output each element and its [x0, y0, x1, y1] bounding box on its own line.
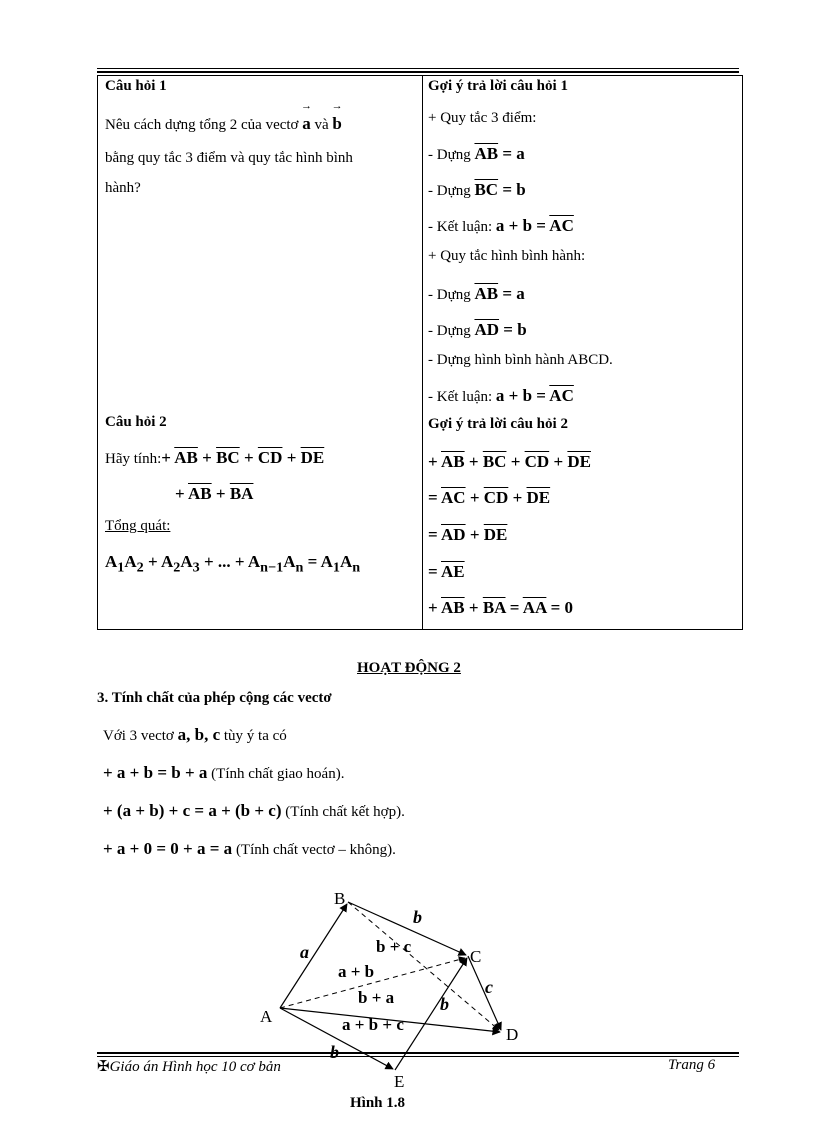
question-1-line-2: bằng quy tắc 3 điểm và quy tắc hình bình: [105, 150, 353, 166]
label-vector-b-top: b: [413, 907, 422, 927]
question-1-title: Câu hỏi 1: [105, 78, 167, 94]
top-rule: [97, 68, 739, 69]
top-rule-2: [97, 71, 739, 73]
question-2-expr-2: + $\overline{AB} + \overline{BA}$: [175, 484, 254, 503]
footer-bullet-icon: ✠: [97, 1059, 110, 1075]
label-vector-a: a: [300, 942, 309, 962]
label-vector-b-ec: b: [440, 994, 449, 1014]
label-b-plus-c: b + c: [376, 937, 412, 956]
label-a-plus-b: a + b: [338, 962, 375, 981]
point-b-label: B: [334, 889, 346, 908]
answer-2-line-2: = $\overline{AC} + \overline{CD} + \overline{DE}$: [428, 488, 551, 507]
vector-ab: [280, 904, 347, 1008]
label-vector-c: c: [485, 977, 493, 997]
table-divider: [422, 76, 423, 629]
answer-1-line-6: - Dựng $\overline{AB} = a$: [428, 284, 525, 303]
figure-caption: Hình 1.8: [350, 1095, 406, 1111]
question-1-line-1: Nêu cách dựng tổng 2 của vectơ → a và → b: [105, 114, 417, 134]
section-intro: Với 3 vectơ a, b, c tùy ý ta có: [103, 725, 287, 744]
answer-1-line-8: - Dựng hình bình hành ABCD.: [428, 352, 613, 368]
answer-2-line-4: = $\overline{AE}$: [428, 562, 465, 581]
answer-2-line-5: + $\overline{AB} + \overline{BA} = \overline{AA} = 0$: [428, 598, 574, 617]
footer-left: ✠Giáo án Hình học 10 cơ bản: [97, 1059, 281, 1075]
answer-1-line-1: + Quy tắc 3 điểm:: [428, 110, 537, 126]
footer-page: Trang 6: [668, 1057, 716, 1073]
question-2-title: Câu hỏi 2: [105, 414, 167, 430]
point-d-label: D: [506, 1025, 519, 1044]
property-associative: + (a + b) + c = a + (b + c) (Tính chất kết hợp).: [103, 801, 405, 820]
answer-1-title: Gợi ý trả lời câu hỏi 1: [428, 78, 568, 94]
answer-1-line-7: - Dựng $\overline{AD} = b$: [428, 320, 527, 339]
point-e-label: E: [394, 1072, 405, 1091]
section-title: 3. Tính chất của phép cộng các vectơ: [97, 690, 332, 706]
answer-1-line-9: - Kết luận: $a + b = \overline{AC}$: [428, 386, 574, 405]
footer-rule: [97, 1052, 739, 1054]
point-a-label: A: [260, 1007, 273, 1026]
qa-table: [97, 75, 743, 630]
label-a-plus-b-plus-c: a + b + c: [342, 1015, 404, 1034]
point-c-label: C: [470, 947, 482, 966]
answer-1-line-5: + Quy tắc hình bình hành:: [428, 248, 586, 264]
property-zero-vector: + a + 0 = 0 + a = a (Tính chất vectơ – không).: [103, 839, 396, 858]
answer-1-line-2: - Dựng $\overline{AB} = a$: [428, 144, 525, 163]
label-b-plus-a: b + a: [358, 988, 395, 1007]
figure-1-8: [250, 880, 540, 1095]
question-2-expr-1: Hãy tính:+ $\overline{AB} + \overline{BC} + \overline{CD} + \overline{DE}$: [105, 448, 325, 467]
general-formula: $A_1A_2 + A_2A_3$ + ... + $A_{n-1}A_n = A_1A_n$: [105, 552, 361, 576]
answer-1-line-4: - Kết luận: $a + b = \overline{AC}$: [428, 216, 574, 235]
activity-heading: HOẠT ĐỘNG 2: [357, 660, 461, 676]
answer-2-title: Gợi ý trả lời câu hỏi 2: [428, 416, 568, 432]
answer-1-line-3: - Dựng $\overline{BC} = b$: [428, 180, 526, 199]
general-label: Tổng quát:: [105, 518, 171, 534]
answer-2-line-1: + $\overline{AB} + \overline{BC} + \overline{CD} + \overline{DE}$: [428, 452, 591, 471]
question-1-line-3: hành?: [105, 180, 141, 196]
property-commutative: + a + b = b + a (Tính chất giao hoán).: [103, 763, 345, 782]
answer-2-line-3: = $\overline{AD} + \overline{DE}$: [428, 525, 508, 544]
